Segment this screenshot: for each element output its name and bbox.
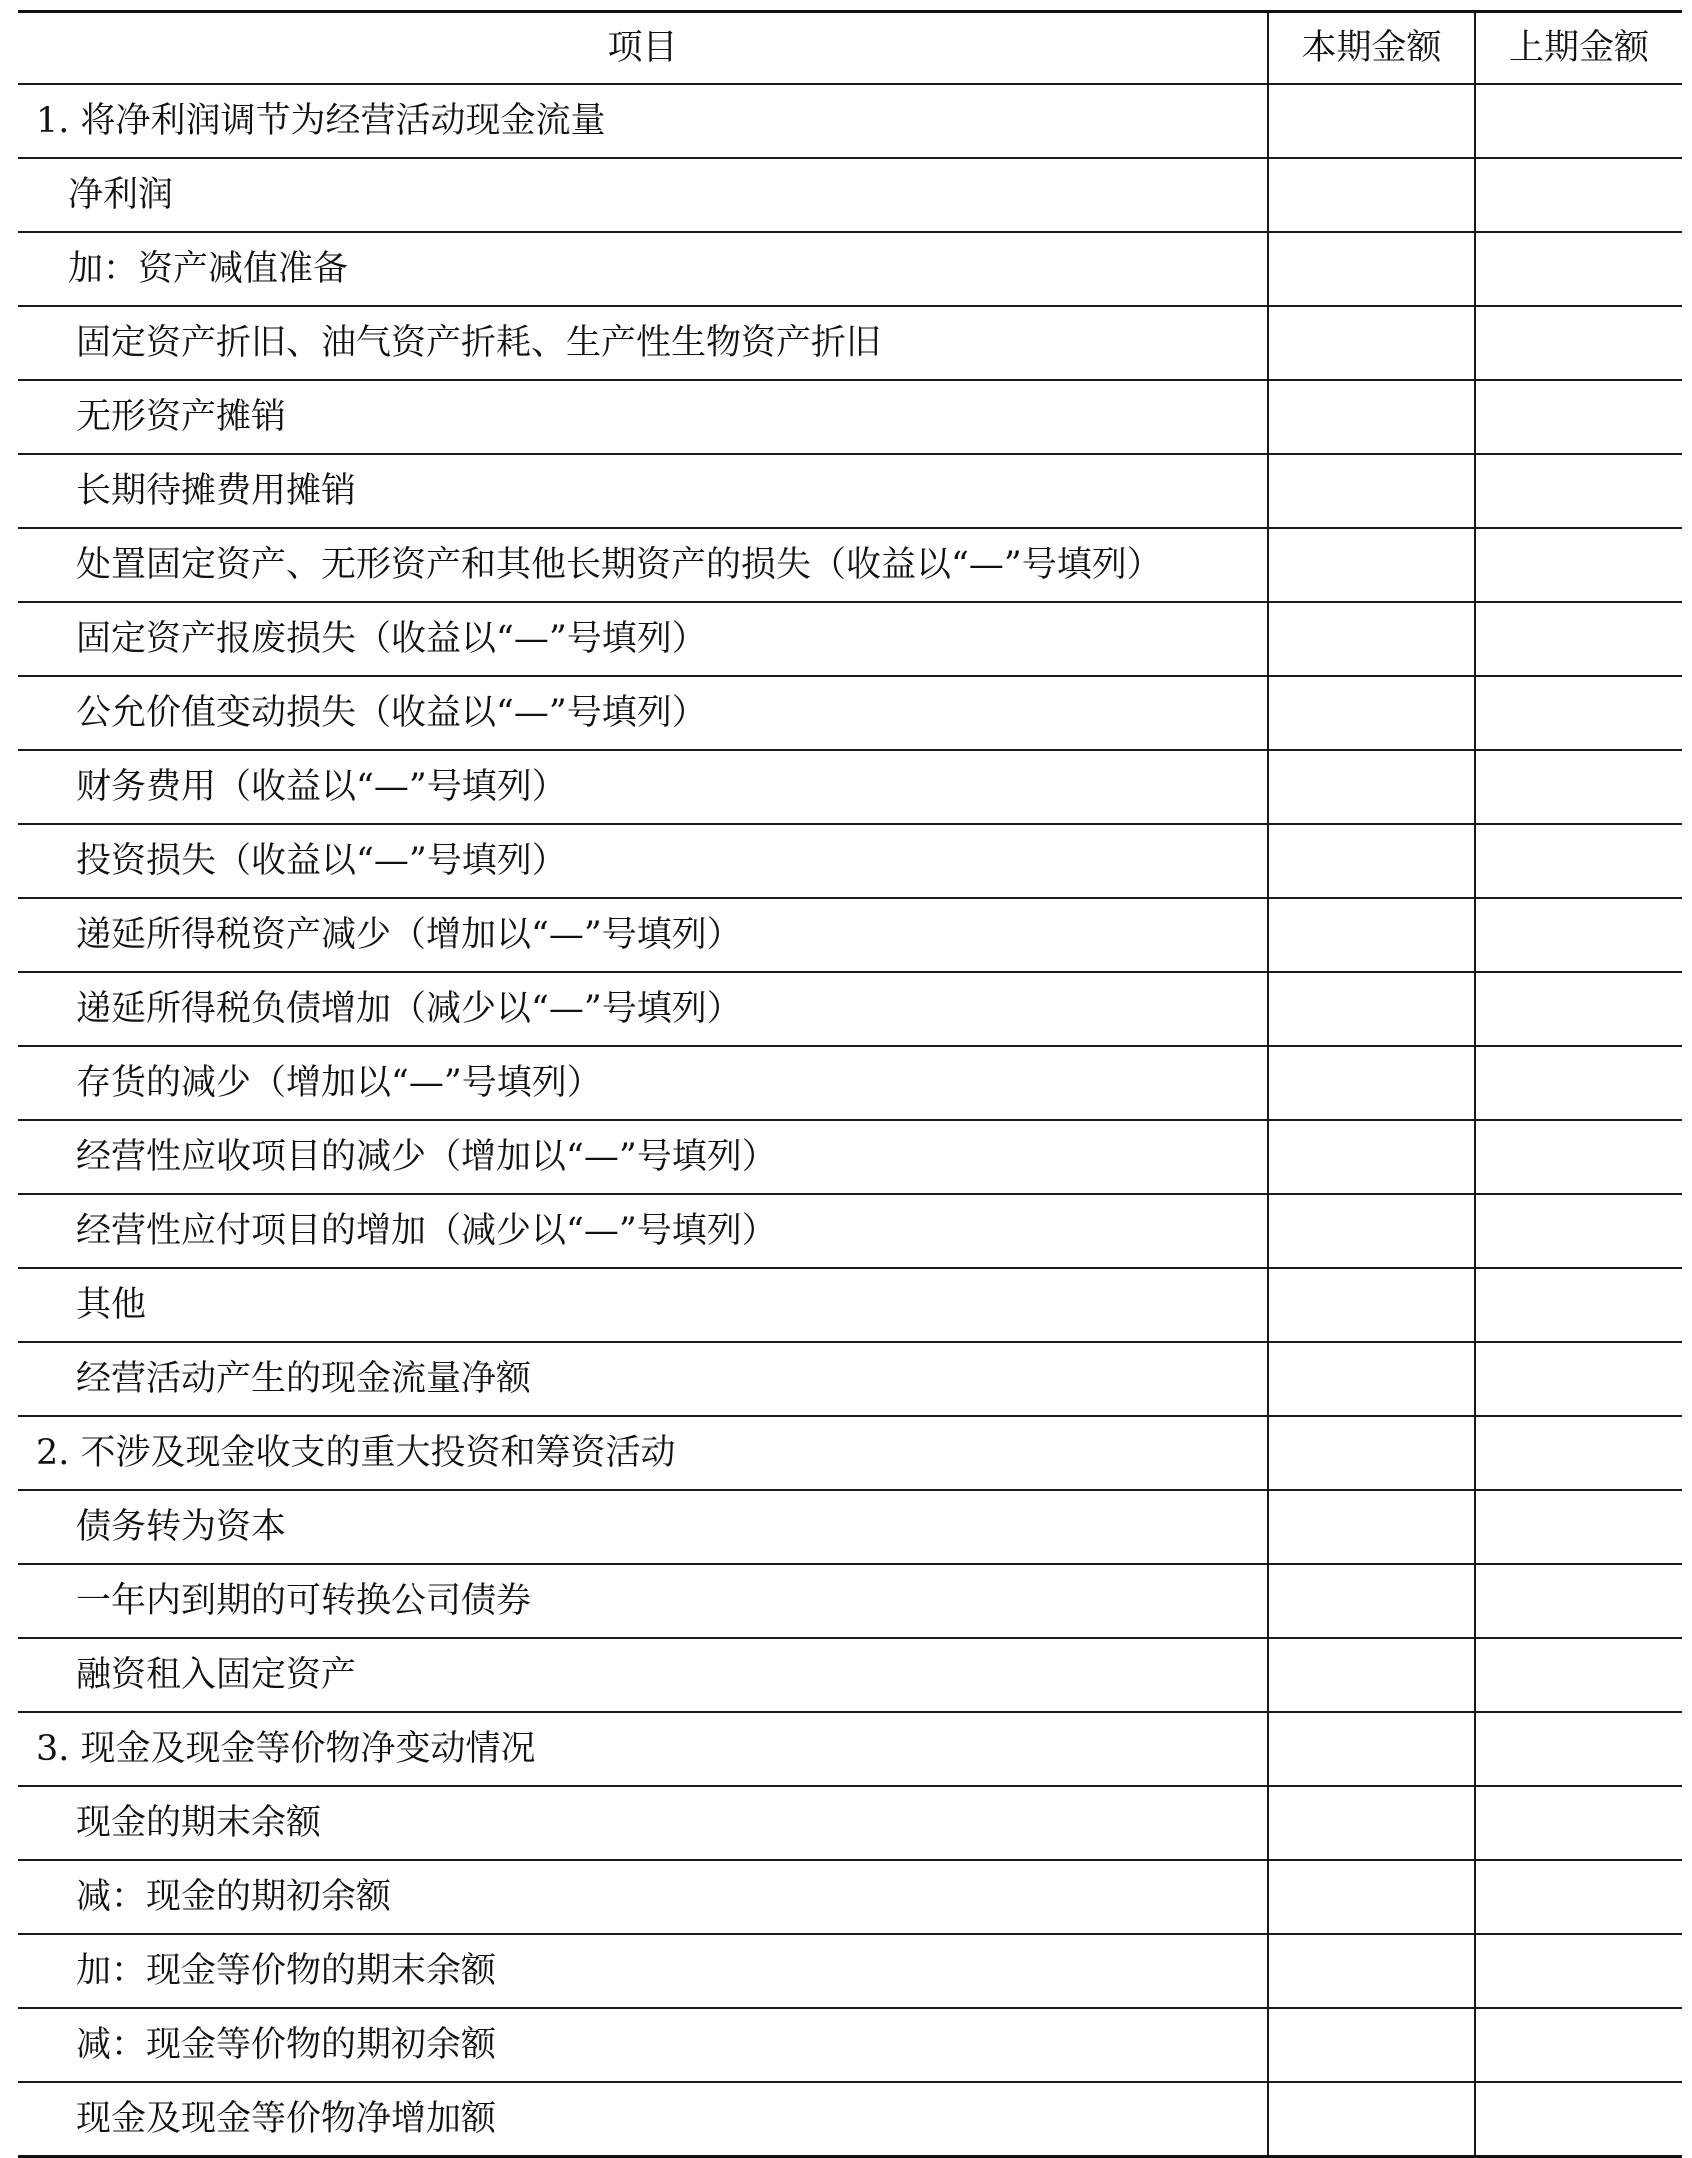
current-period-amount-cell [1268, 2082, 1475, 2157]
current-period-amount-cell [1268, 1934, 1475, 2008]
current-period-amount-cell [1268, 84, 1475, 158]
column-header-item: 项目 [18, 12, 1268, 85]
row-item-label: 处置固定资产、无形资产和其他长期资产的损失（收益以“—”号填列） [18, 528, 1268, 602]
table-row [18, 306, 1682, 380]
previous-period-amount-cell [1475, 676, 1682, 750]
previous-period-amount-cell [1475, 824, 1682, 898]
current-period-amount-cell [1268, 1268, 1475, 1342]
current-period-amount-cell [1268, 602, 1475, 676]
row-item-label: 债务转为资本 [18, 1490, 1268, 1564]
cash-flow-supplement-table-container [18, 10, 1682, 2158]
row-item-label: 财务费用（收益以“—”号填列） [18, 750, 1268, 824]
current-period-amount-cell [1268, 1860, 1475, 1934]
row-item-label: 加：资产减值准备 [18, 232, 1268, 306]
previous-period-amount-cell [1475, 1712, 1682, 1786]
previous-period-amount-cell [1475, 1490, 1682, 1564]
table-row [18, 972, 1682, 1046]
cash-flow-supplement-table [18, 10, 1682, 2158]
previous-period-amount-cell [1475, 232, 1682, 306]
table-row [18, 1490, 1682, 1564]
current-period-amount-cell [1268, 1046, 1475, 1120]
previous-period-amount-cell [1475, 1120, 1682, 1194]
table-row [18, 1638, 1682, 1712]
table-row [18, 1342, 1682, 1416]
row-item-label: 经营性应收项目的减少（增加以“—”号填列） [18, 1120, 1268, 1194]
table-row [18, 898, 1682, 972]
row-item-label: 一年内到期的可转换公司债券 [18, 1564, 1268, 1638]
current-period-amount-cell [1268, 1786, 1475, 1860]
current-period-amount-cell [1268, 1342, 1475, 1416]
column-header-previous-period: 上期金额 [1475, 12, 1682, 85]
previous-period-amount-cell [1475, 602, 1682, 676]
previous-period-amount-cell [1475, 1268, 1682, 1342]
previous-period-amount-cell [1475, 380, 1682, 454]
previous-period-amount-cell [1475, 1786, 1682, 1860]
row-item-label: 经营性应付项目的增加（减少以“—”号填列） [18, 1194, 1268, 1268]
row-item-label: 投资损失（收益以“—”号填列） [18, 824, 1268, 898]
current-period-amount-cell [1268, 1194, 1475, 1268]
previous-period-amount-cell [1475, 2082, 1682, 2157]
current-period-amount-cell [1268, 1564, 1475, 1638]
current-period-amount-cell [1268, 676, 1475, 750]
row-item-label: 1. 将净利润调节为经营活动现金流量 [18, 84, 1268, 158]
current-period-amount-cell [1268, 898, 1475, 972]
previous-period-amount-cell [1475, 750, 1682, 824]
row-item-label: 净利润 [18, 158, 1268, 232]
previous-period-amount-cell [1475, 454, 1682, 528]
row-item-label: 融资租入固定资产 [18, 1638, 1268, 1712]
current-period-amount-cell [1268, 1120, 1475, 1194]
previous-period-amount-cell [1475, 158, 1682, 232]
table-row [18, 1786, 1682, 1860]
row-item-label: 减：现金等价物的期初余额 [18, 2008, 1268, 2082]
header-row [18, 12, 1682, 85]
current-period-amount-cell [1268, 232, 1475, 306]
table-body [18, 84, 1682, 2157]
table-row [18, 1860, 1682, 1934]
current-period-amount-cell [1268, 2008, 1475, 2082]
table-row [18, 232, 1682, 306]
row-item-label: 现金及现金等价物净增加额 [18, 2082, 1268, 2157]
column-header-current-period: 本期金额 [1268, 12, 1475, 85]
previous-period-amount-cell [1475, 2008, 1682, 2082]
previous-period-amount-cell [1475, 1934, 1682, 2008]
current-period-amount-cell [1268, 528, 1475, 602]
row-item-label: 现金的期末余额 [18, 1786, 1268, 1860]
row-item-label: 经营活动产生的现金流量净额 [18, 1342, 1268, 1416]
table-row [18, 824, 1682, 898]
current-period-amount-cell [1268, 750, 1475, 824]
table-row [18, 750, 1682, 824]
row-item-label: 存货的减少（增加以“—”号填列） [18, 1046, 1268, 1120]
current-period-amount-cell [1268, 380, 1475, 454]
current-period-amount-cell [1268, 454, 1475, 528]
previous-period-amount-cell [1475, 1342, 1682, 1416]
table-header [18, 12, 1682, 85]
row-item-label: 递延所得税负债增加（减少以“—”号填列） [18, 972, 1268, 1046]
previous-period-amount-cell [1475, 1046, 1682, 1120]
row-item-label: 其他 [18, 1268, 1268, 1342]
previous-period-amount-cell [1475, 898, 1682, 972]
row-item-label: 固定资产报废损失（收益以“—”号填列） [18, 602, 1268, 676]
table-row [18, 528, 1682, 602]
row-item-label: 无形资产摊销 [18, 380, 1268, 454]
previous-period-amount-cell [1475, 1416, 1682, 1490]
section-row [18, 1416, 1682, 1490]
row-item-label: 长期待摊费用摊销 [18, 454, 1268, 528]
table-row [18, 158, 1682, 232]
current-period-amount-cell [1268, 1712, 1475, 1786]
current-period-amount-cell [1268, 972, 1475, 1046]
row-item-label: 3. 现金及现金等价物净变动情况 [18, 1712, 1268, 1786]
table-row [18, 1934, 1682, 2008]
row-item-label: 固定资产折旧、油气资产折耗、生产性生物资产折旧 [18, 306, 1268, 380]
table-row [18, 1268, 1682, 1342]
row-item-label: 公允价值变动损失（收益以“—”号填列） [18, 676, 1268, 750]
table-row [18, 676, 1682, 750]
previous-period-amount-cell [1475, 84, 1682, 158]
table-row [18, 454, 1682, 528]
previous-period-amount-cell [1475, 528, 1682, 602]
previous-period-amount-cell [1475, 1564, 1682, 1638]
previous-period-amount-cell [1475, 972, 1682, 1046]
current-period-amount-cell [1268, 1638, 1475, 1712]
section-row [18, 84, 1682, 158]
table-row [18, 380, 1682, 454]
table-row [18, 1046, 1682, 1120]
current-period-amount-cell [1268, 824, 1475, 898]
current-period-amount-cell [1268, 1416, 1475, 1490]
row-item-label: 减：现金的期初余额 [18, 1860, 1268, 1934]
table-row [18, 1194, 1682, 1268]
row-item-label: 2. 不涉及现金收支的重大投资和筹资活动 [18, 1416, 1268, 1490]
table-row [18, 2082, 1682, 2157]
table-row [18, 602, 1682, 676]
previous-period-amount-cell [1475, 1638, 1682, 1712]
section-row [18, 1712, 1682, 1786]
previous-period-amount-cell [1475, 306, 1682, 380]
table-row [18, 2008, 1682, 2082]
current-period-amount-cell [1268, 158, 1475, 232]
table-row [18, 1564, 1682, 1638]
previous-period-amount-cell [1475, 1194, 1682, 1268]
current-period-amount-cell [1268, 1490, 1475, 1564]
row-item-label: 递延所得税资产减少（增加以“—”号填列） [18, 898, 1268, 972]
current-period-amount-cell [1268, 306, 1475, 380]
row-item-label: 加：现金等价物的期末余额 [18, 1934, 1268, 2008]
previous-period-amount-cell [1475, 1860, 1682, 1934]
table-row [18, 1120, 1682, 1194]
